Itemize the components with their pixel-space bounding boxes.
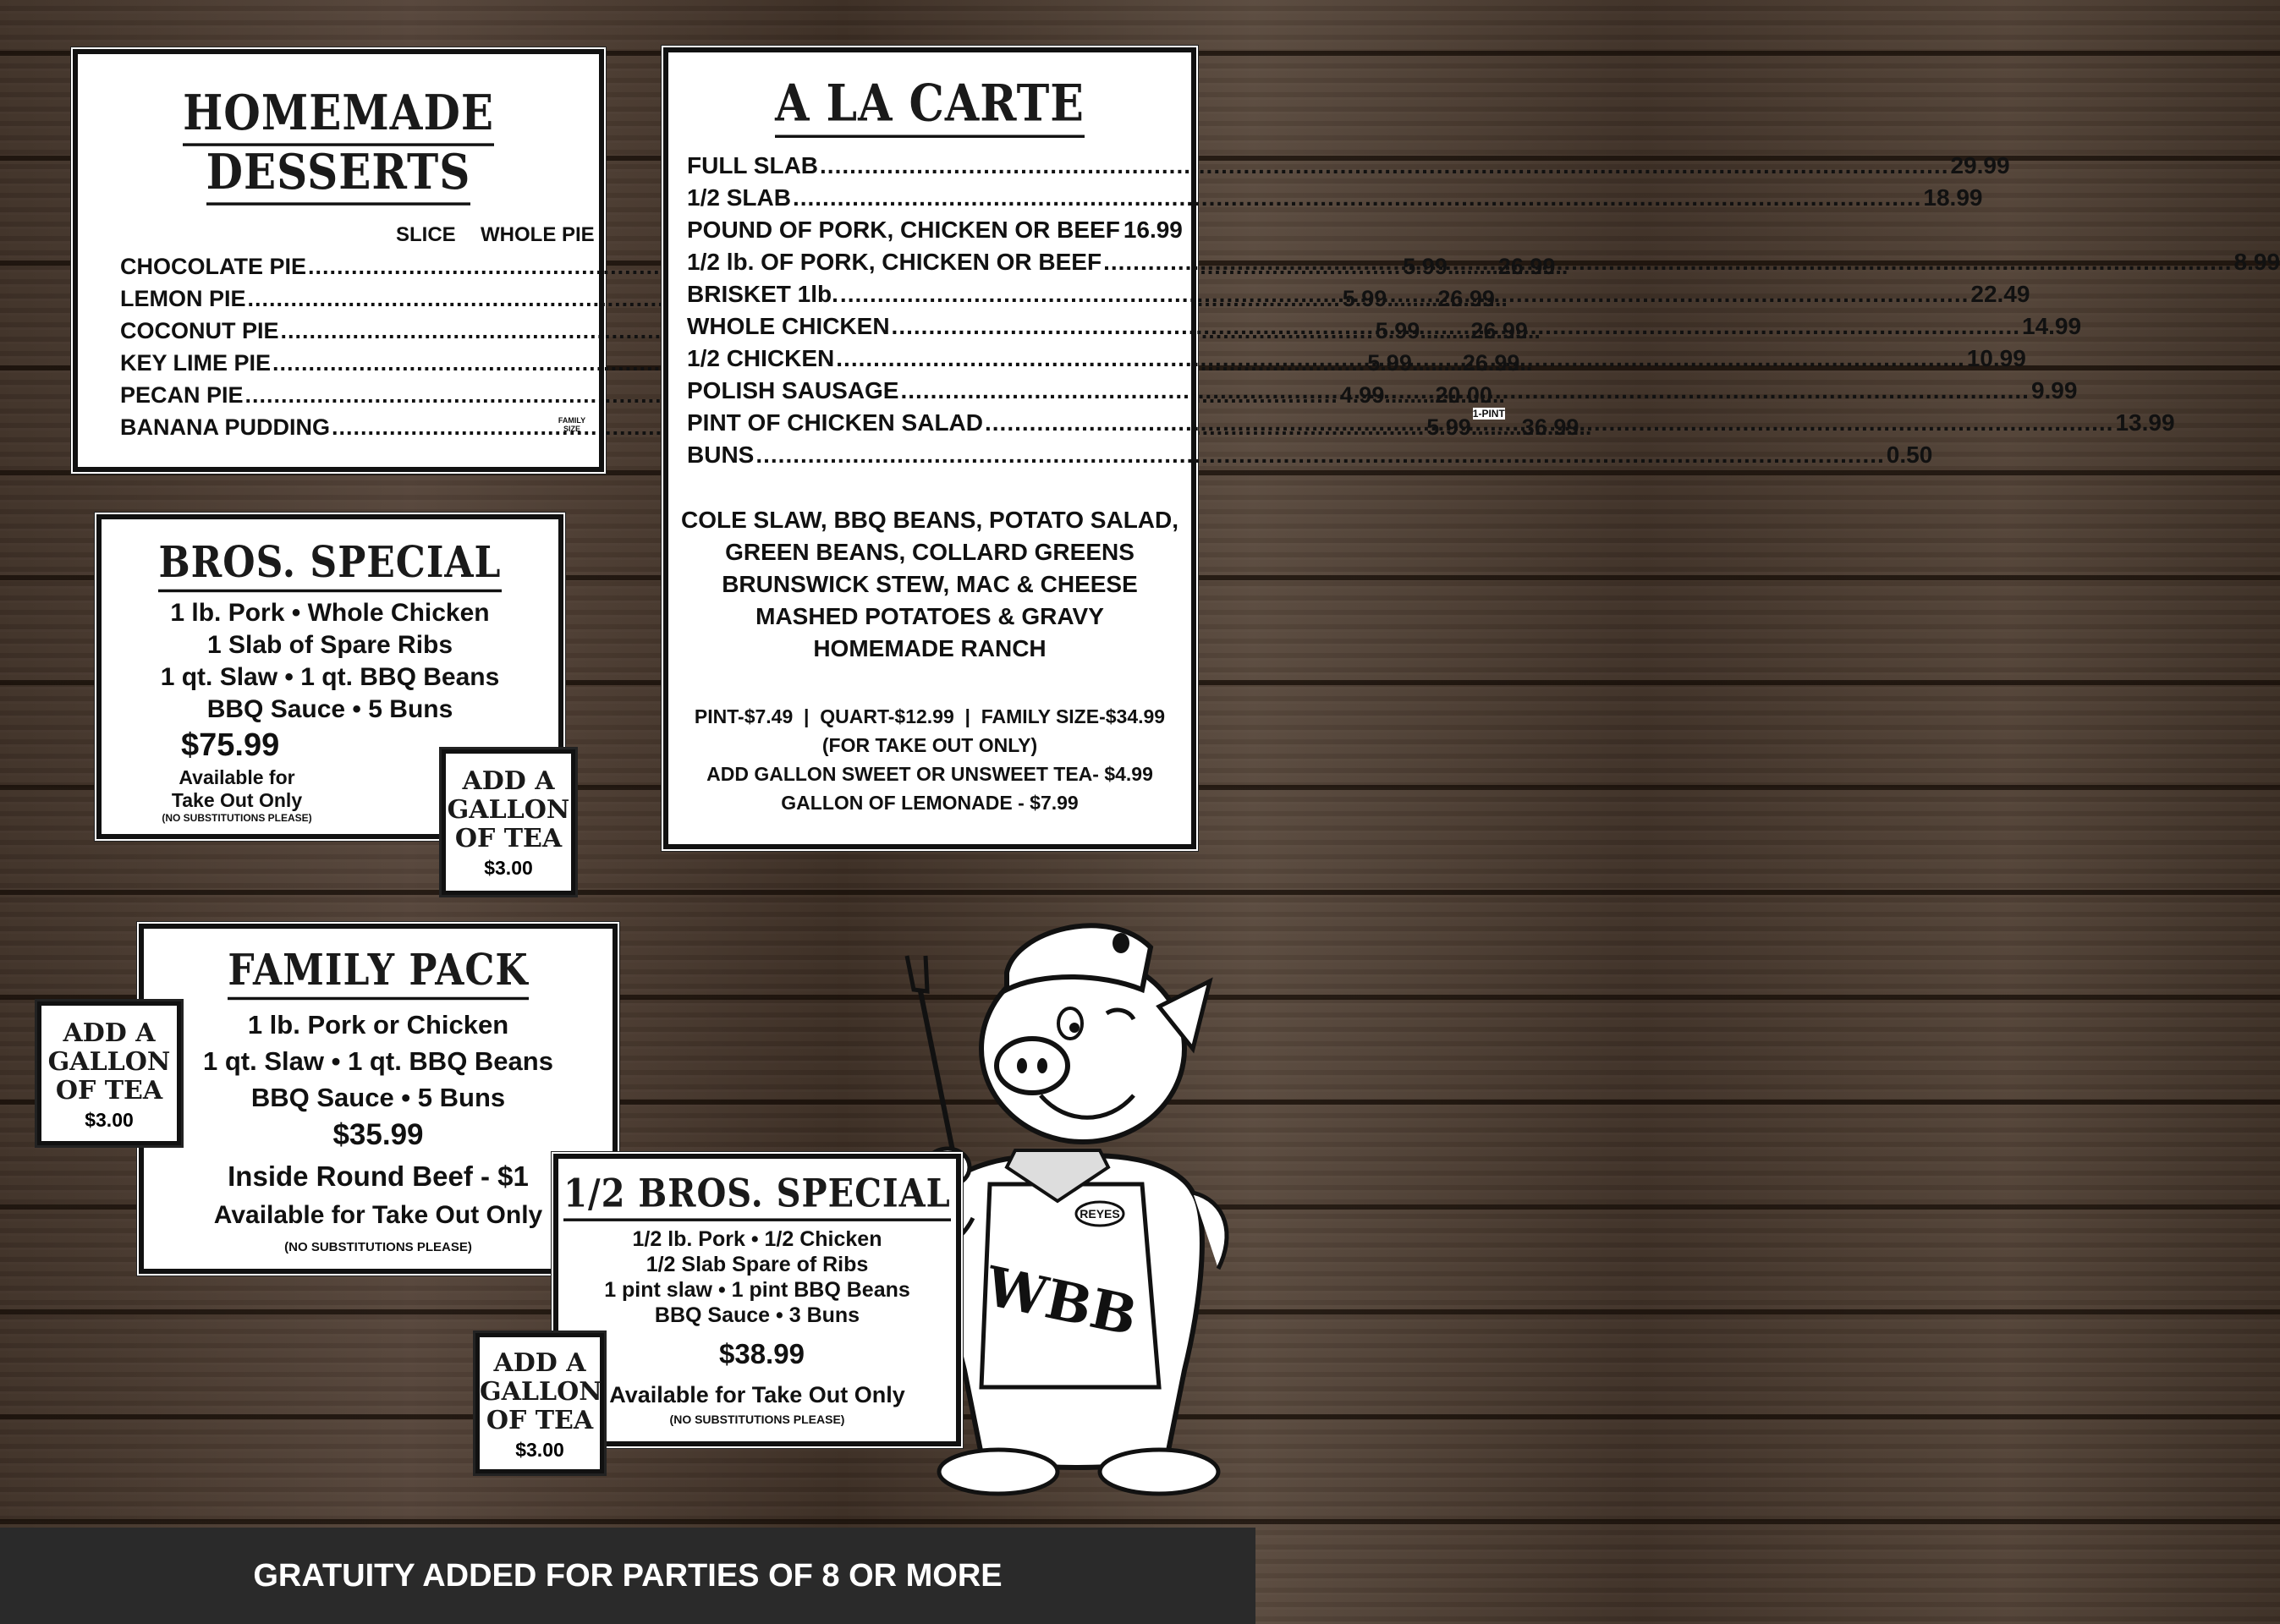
- sizes-block: [668, 702, 1191, 817]
- half-bros-line: 1/2 Slab Spare of Ribs: [646, 1253, 869, 1276]
- family-pack-price: $35.99: [332, 1118, 424, 1151]
- add-tea-line3: OF TEA: [55, 1076, 163, 1106]
- add-tea-box: [442, 749, 575, 895]
- bros-special-title: BROS. SPECIAL: [102, 538, 558, 592]
- sides-line: BRUNSWICK STEW, MAC & CHEESE: [722, 571, 1138, 597]
- half-bros-special-panel: [553, 1154, 961, 1446]
- carte-item-name: BRISKET 1lb.: [687, 281, 838, 307]
- add-tea-line1: ADD A: [63, 1018, 156, 1048]
- add-tea-line2: GALLON: [480, 1377, 602, 1407]
- add-tea-box: [475, 1333, 604, 1473]
- sides-line: GREEN BEANS, COLLARD GREENS: [725, 539, 1135, 565]
- carte-row: [687, 217, 1183, 244]
- bros-special-contents: [102, 597, 558, 726]
- add-tea-line2: GALLON: [47, 1047, 171, 1077]
- dessert-name: LEMON PIE: [120, 286, 246, 311]
- sides-line: MASHED POTATOES & GRAVY: [755, 603, 1104, 629]
- carte-row: [687, 152, 2010, 179]
- carte-item-price: 9.99: [2030, 377, 2078, 403]
- carte-item-price: 8.99: [2233, 249, 2280, 275]
- add-tea-price: $3.00: [484, 857, 533, 879]
- add-tea-price: $3.00: [515, 1439, 564, 1461]
- dessert-slice-price: 5.99: [1342, 286, 1387, 311]
- carte-item-name: POUND OF PORK, CHICKEN OR BEEF: [687, 217, 1120, 243]
- half-bros-contents: [558, 1226, 956, 1328]
- bros-avail-line2: Take Out Only: [171, 789, 303, 811]
- add-tea-line1: ADD A: [462, 766, 555, 796]
- add-tea-box: [37, 1001, 181, 1145]
- add-tea-line3: OF TEA: [486, 1406, 594, 1435]
- half-bros-availability: Available for Take Out Only: [609, 1382, 905, 1407]
- family-line: 1 qt. Slaw • 1 qt. BBQ Beans: [203, 1046, 553, 1076]
- half-bros-special-title: 1/2 BROS. SPECIAL: [558, 1171, 956, 1221]
- dessert-whole-price: 26.99: [1497, 254, 1556, 279]
- bros-line: 1 Slab of Spare Ribs: [206, 631, 453, 659]
- carte-item-name: PINT OF CHICKEN SALAD: [687, 409, 983, 436]
- carte-item-name: 1/2 SLAB: [687, 184, 791, 211]
- dessert-slice-price: 5.99: [1367, 350, 1412, 376]
- dessert-whole-price: 26.99: [1437, 286, 1495, 311]
- bros-avail-line1: Available for: [179, 766, 295, 788]
- dessert-name: CHOCOLATE PIE: [120, 254, 307, 279]
- dessert-name: KEY LIME PIE: [120, 350, 272, 376]
- family-beef-upgrade: Inside Round Beef - $1: [228, 1160, 529, 1192]
- dessert-whole-price: 20.00: [1435, 382, 1492, 408]
- dessert-whole-price: 26.99: [1470, 318, 1528, 343]
- desserts-title-line2: DESSERTS: [78, 143, 599, 206]
- carte-item-price: 22.49: [1970, 281, 2030, 307]
- half-bros-line: BBQ Sauce • 3 Buns: [654, 1303, 860, 1327]
- family-pack-contents: [144, 1007, 613, 1116]
- carte-item-price: 0.50: [1886, 442, 1933, 468]
- column-header-whole-pie: WHOLE PIE: [481, 223, 595, 246]
- carte-item-price: 13.99: [2115, 409, 2175, 436]
- sides-line: COLE SLAW, BBQ BEANS, POTATO SALAD,: [680, 507, 1179, 533]
- lemonade-price-line: GALLON OF LEMONADE - $7.99: [781, 792, 1079, 814]
- dessert-slice-price: 5.99: [1426, 414, 1471, 440]
- bros-no-substitutions: (NO SUBSTITUTIONS PLEASE): [162, 812, 312, 824]
- family-line: BBQ Sauce • 5 Buns: [250, 1083, 506, 1112]
- sides-list: [668, 504, 1191, 665]
- pint-note: ..... 1-PINT: [1472, 408, 1505, 420]
- carte-item-price: 10.99: [1966, 345, 2026, 371]
- family-size-note: FAMILY SIZE: [558, 416, 586, 433]
- half-bros-line: 1/2 lb. Pork • 1/2 Chicken: [632, 1227, 882, 1251]
- dessert-slice-price: 5.99: [1375, 318, 1420, 343]
- half-bros-line: 1 pint slaw • 1 pint BBQ Beans: [604, 1278, 910, 1302]
- carte-row: [687, 184, 1983, 211]
- family-line: 1 lb. Pork or Chicken: [247, 1010, 509, 1040]
- add-tea-price: $3.00: [85, 1109, 134, 1131]
- family-pack-title: FAMILY PACK: [144, 946, 613, 1000]
- takeout-note: (FOR TAKE OUT ONLY): [821, 734, 1038, 756]
- add-tea-line3: OF TEA: [454, 824, 563, 853]
- family-no-substitutions: (NO SUBSTITUTIONS PLEASE): [284, 1240, 472, 1254]
- carte-item-name: WHOLE CHICKEN: [687, 313, 890, 339]
- bros-line: 1 lb. Pork • Whole Chicken: [170, 599, 490, 627]
- mascot-apron-text: WBB: [980, 1254, 1143, 1349]
- fork-handle: [920, 991, 956, 1167]
- carte-item-price: 16.99: [1123, 217, 1183, 243]
- add-tea-line1: ADD A: [493, 1348, 586, 1378]
- add-tea-line2: GALLON: [447, 795, 570, 825]
- dessert-slice-price: 5.99: [1403, 254, 1448, 279]
- family-availability: Available for Take Out Only: [213, 1201, 543, 1229]
- mascot-badge-text: REYES: [1080, 1207, 1120, 1221]
- half-bros-no-substitutions: (NO SUBSTITUTIONS PLEASE): [669, 1413, 845, 1426]
- dessert-name: COCONUT PIE: [120, 318, 279, 343]
- dessert-whole-price: 36.99: [1521, 414, 1580, 440]
- bros-line: BBQ Sauce • 5 Buns: [206, 695, 453, 723]
- carte-row: [687, 442, 1933, 469]
- fork-prongs: [907, 956, 927, 991]
- tea-price-line: ADD GALLON SWEET OR UNSWEET TEA- $4.99: [706, 763, 1153, 785]
- dessert-name: PECAN PIE: [120, 382, 244, 408]
- family-pack-panel: [139, 924, 618, 1274]
- column-header-slice: SLICE: [396, 223, 456, 246]
- bros-availability: [135, 766, 338, 824]
- bros-line: 1 qt. Slaw • 1 qt. BBQ Beans: [160, 663, 500, 691]
- dessert-whole-price: 26.99: [1462, 350, 1520, 376]
- side-sizes-prices: PINT-$7.49 | QUART-$12.99 | FAMILY SIZE-$34.99: [694, 705, 1166, 727]
- dessert-name: BANANA PUDDING: [120, 414, 330, 440]
- carte-item-name: BUNS: [687, 442, 755, 468]
- carte-item-price: 29.99: [1950, 152, 2010, 178]
- gratuity-footer: GRATUITY ADDED FOR PARTIES OF 8 OR MORE: [0, 1528, 1255, 1624]
- carte-item-name: POLISH SAUSAGE: [687, 377, 899, 403]
- carte-item-name: 1/2 CHICKEN: [687, 345, 835, 371]
- half-bros-price: $38.99: [719, 1338, 805, 1369]
- a-la-carte-title: A LA CARTE: [668, 74, 1191, 138]
- carte-item-name: 1/2 lb. OF PORK, CHICKEN OR BEEF: [687, 249, 1102, 275]
- dessert-slice-price: 4.99: [1339, 382, 1385, 408]
- carte-item-price: 18.99: [1923, 184, 1983, 211]
- carte-item-price: 14.99: [2022, 313, 2082, 339]
- carte-item-name: FULL SLAB: [687, 152, 819, 178]
- sides-line: HOMEMADE RANCH: [813, 635, 1047, 661]
- bros-special-price: $75.99: [181, 727, 280, 763]
- desserts-title-line1: HOMEMADE: [78, 84, 599, 146]
